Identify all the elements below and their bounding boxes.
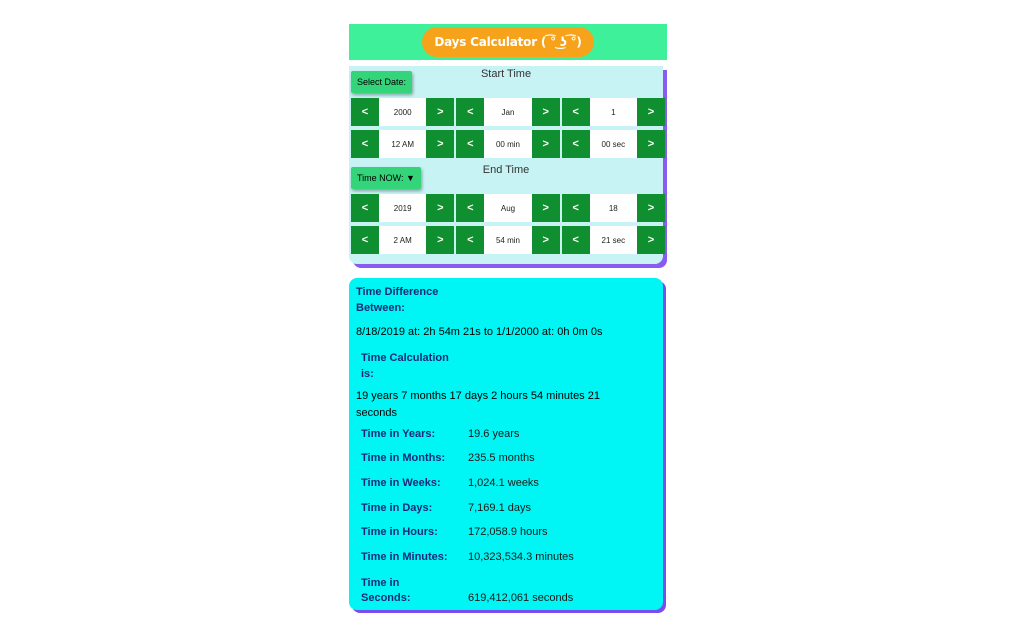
end-time-row <box>351 226 665 254</box>
start-month-prev-button[interactable]: < <box>456 98 484 126</box>
start-second-stepper <box>562 130 665 158</box>
result-panel <box>349 278 663 610</box>
start-day-prev-button[interactable]: < <box>562 98 590 126</box>
metric-value: 10,323,534.3 minutes <box>468 551 574 563</box>
end-month-stepper <box>456 194 559 222</box>
end-minute-prev-button[interactable]: < <box>456 226 484 254</box>
metric-value: 1,024.1 weeks <box>468 477 539 489</box>
start-second-next-button[interactable]: > <box>637 130 665 158</box>
metric-months-row <box>361 452 535 464</box>
end-month-value: Aug <box>484 194 531 222</box>
metric-label: Time in Years: <box>361 428 436 440</box>
start-year-next-button[interactable]: > <box>426 98 454 126</box>
metric-value: 172,058.9 hours <box>468 526 548 538</box>
days-calculator-app <box>349 24 667 610</box>
metric-label: Time in Days: <box>361 502 433 514</box>
end-year-stepper <box>351 194 454 222</box>
start-date-row <box>351 98 665 126</box>
end-hour-value: 2 AM <box>379 226 426 254</box>
metric-hours-row <box>361 526 548 538</box>
metric-seconds-row <box>361 592 573 604</box>
start-minute-stepper <box>456 130 559 158</box>
start-second-value: 00 sec <box>590 130 637 158</box>
diff-text: 8/18/2019 at: 2h 54m 21s to 1/1/2000 at: 0h 0m 0s <box>356 326 603 338</box>
metric-label: Time in Weeks: <box>361 477 441 489</box>
start-minute-prev-button[interactable]: < <box>456 130 484 158</box>
end-second-next-button[interactable]: > <box>637 226 665 254</box>
app-title: Days Calculator ( ͡° ͜ʖ ͡°) <box>422 27 593 57</box>
end-second-prev-button[interactable]: < <box>562 226 590 254</box>
metric-label: Time in Months: <box>361 452 446 464</box>
end-time-label: End Time <box>482 164 530 176</box>
calc-heading-line2: is: <box>361 368 374 380</box>
end-year-prev-button[interactable]: < <box>351 194 379 222</box>
start-hour-stepper <box>351 130 454 158</box>
seconds-label-line1: Time in <box>361 577 400 589</box>
diff-heading-line2: Between: <box>356 302 405 314</box>
end-hour-next-button[interactable]: > <box>426 226 454 254</box>
start-hour-prev-button[interactable]: < <box>351 130 379 158</box>
metric-value: 619,412,061 seconds <box>468 592 574 604</box>
end-date-row <box>351 194 665 222</box>
start-year-stepper <box>351 98 454 126</box>
end-month-prev-button[interactable]: < <box>456 194 484 222</box>
start-time-label: Start Time <box>480 68 532 80</box>
start-month-value: Jan <box>484 98 531 126</box>
metric-days-row <box>361 502 531 514</box>
metric-label: Time in Minutes: <box>361 551 448 563</box>
start-month-stepper <box>456 98 559 126</box>
end-day-value: 18 <box>590 194 637 222</box>
select-date-button[interactable]: Select Date: <box>351 71 412 93</box>
calc-heading-line1: Time Calculation <box>361 352 449 364</box>
end-day-prev-button[interactable]: < <box>562 194 590 222</box>
start-minute-value: 00 min <box>484 130 531 158</box>
diff-heading-line1: Time Difference <box>356 286 439 298</box>
end-minute-stepper <box>456 226 559 254</box>
metric-label: Time in Hours: <box>361 526 438 538</box>
app-header <box>349 24 667 60</box>
end-second-value: 21 sec <box>590 226 637 254</box>
metric-years-row <box>361 428 519 440</box>
end-minute-next-button[interactable]: > <box>532 226 560 254</box>
metric-weeks-row <box>361 477 539 489</box>
start-year-value: 2000 <box>379 98 426 126</box>
end-year-value: 2019 <box>379 194 426 222</box>
start-day-value: 1 <box>590 98 637 126</box>
end-month-next-button[interactable]: > <box>532 194 560 222</box>
end-hour-prev-button[interactable]: < <box>351 226 379 254</box>
input-panel <box>349 66 663 264</box>
metric-value: 235.5 months <box>468 452 535 464</box>
start-day-next-button[interactable]: > <box>637 98 665 126</box>
metric-label: Seconds: <box>361 592 411 604</box>
metric-value: 7,169.1 days <box>468 502 531 514</box>
metric-value: 19.6 years <box>468 428 520 440</box>
start-year-prev-button[interactable]: < <box>351 98 379 126</box>
metric-minutes-row <box>361 551 574 563</box>
time-now-button[interactable]: Time NOW: ▼ <box>351 167 421 189</box>
end-year-next-button[interactable]: > <box>426 194 454 222</box>
calc-text-line1: 19 years 7 months 17 days 2 hours 54 minutes 21 <box>356 390 600 402</box>
end-minute-value: 54 min <box>484 226 531 254</box>
start-hour-value: 12 AM <box>379 130 426 158</box>
start-day-stepper <box>562 98 665 126</box>
start-month-next-button[interactable]: > <box>532 98 560 126</box>
calc-text-line2: seconds <box>356 407 397 419</box>
start-second-prev-button[interactable]: < <box>562 130 590 158</box>
start-time-row <box>351 130 665 158</box>
end-day-stepper <box>562 194 665 222</box>
end-day-next-button[interactable]: > <box>637 194 665 222</box>
end-second-stepper <box>562 226 665 254</box>
start-minute-next-button[interactable]: > <box>532 130 560 158</box>
start-hour-next-button[interactable]: > <box>426 130 454 158</box>
end-hour-stepper <box>351 226 454 254</box>
